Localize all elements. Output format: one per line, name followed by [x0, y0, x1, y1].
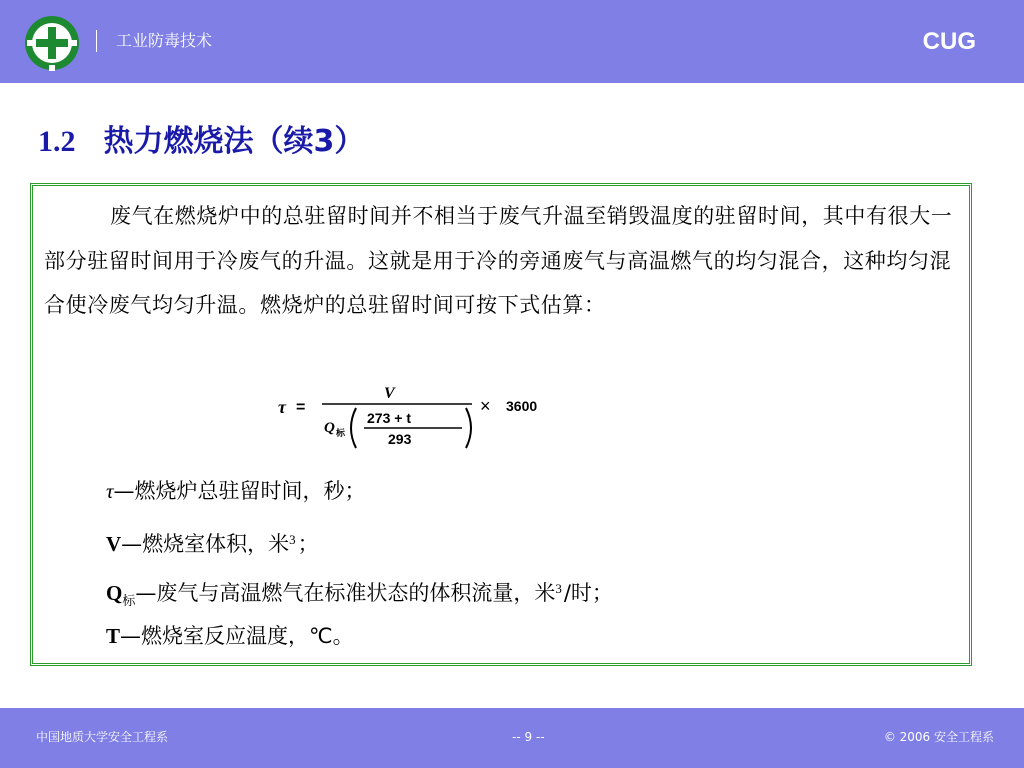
- legend-item-flow: [106, 574, 613, 617]
- header-title: 工业防毒技术: [116, 31, 213, 50]
- slide-title-text: 热力燃烧法（续3）: [103, 124, 365, 159]
- formula-inner-numerator: 273 + t: [367, 410, 411, 426]
- legend-item-tau: [106, 476, 366, 506]
- legend-item-temperature: [106, 621, 354, 651]
- footer-page-number: -- 9 --: [512, 730, 545, 744]
- legend-text: —废气与高温燃气在标准状态的体积流量，米: [135, 581, 556, 605]
- header-brand: CUG: [922, 28, 976, 55]
- legend-symbol: T: [106, 624, 121, 648]
- legend-text: —燃烧室体积，米: [121, 532, 290, 556]
- formula-equals: =: [296, 399, 306, 416]
- safety-cross-logo-icon: [22, 13, 82, 73]
- content-paragraph: 废气在燃烧炉中的总驻留时间并不相当于废气升温至销毁温度的驻留时间，其中有很大一部分驻留时间用于冷废气的升温。这就是用于冷的旁通废气与高温燃气的均匀混合，这种均匀混合使冷废气均匀升温。燃烧炉的总驻留时间可按下式估算：: [44, 204, 953, 317]
- legend-tail: /时；: [563, 581, 613, 605]
- header-separator: [96, 30, 97, 52]
- legend-superscript: 3: [555, 581, 562, 596]
- formula-inner-denominator: 293: [388, 431, 412, 447]
- legend-symbol: V: [106, 532, 122, 556]
- formula-times: ×: [480, 396, 491, 416]
- formula-q-sub: 标: [336, 429, 346, 439]
- legend-symbol: τ: [106, 479, 114, 503]
- footer-copyright: © 2006 安全工程系: [883, 730, 994, 744]
- formula-constant: 3600: [506, 398, 538, 414]
- formula-numerator: V: [384, 385, 395, 402]
- legend-text: —燃烧炉总驻留时间，秒；: [113, 479, 366, 503]
- legend-subscript: 标: [122, 594, 136, 609]
- legend-symbol: Q: [106, 581, 123, 605]
- formula-q: Q: [324, 420, 335, 436]
- slide-number: 1.2: [38, 125, 76, 158]
- legend-text: —燃烧室反应温度，℃。: [120, 624, 354, 648]
- residence-time-formula: [276, 382, 556, 454]
- legend-item-volume: [106, 525, 319, 559]
- footer-department: 中国地质大学安全工程系: [36, 730, 169, 744]
- slide-title: [38, 122, 364, 162]
- legend-tail: ；: [297, 532, 319, 556]
- formula-lhs: τ: [278, 397, 286, 417]
- legend-superscript: 3: [289, 532, 296, 547]
